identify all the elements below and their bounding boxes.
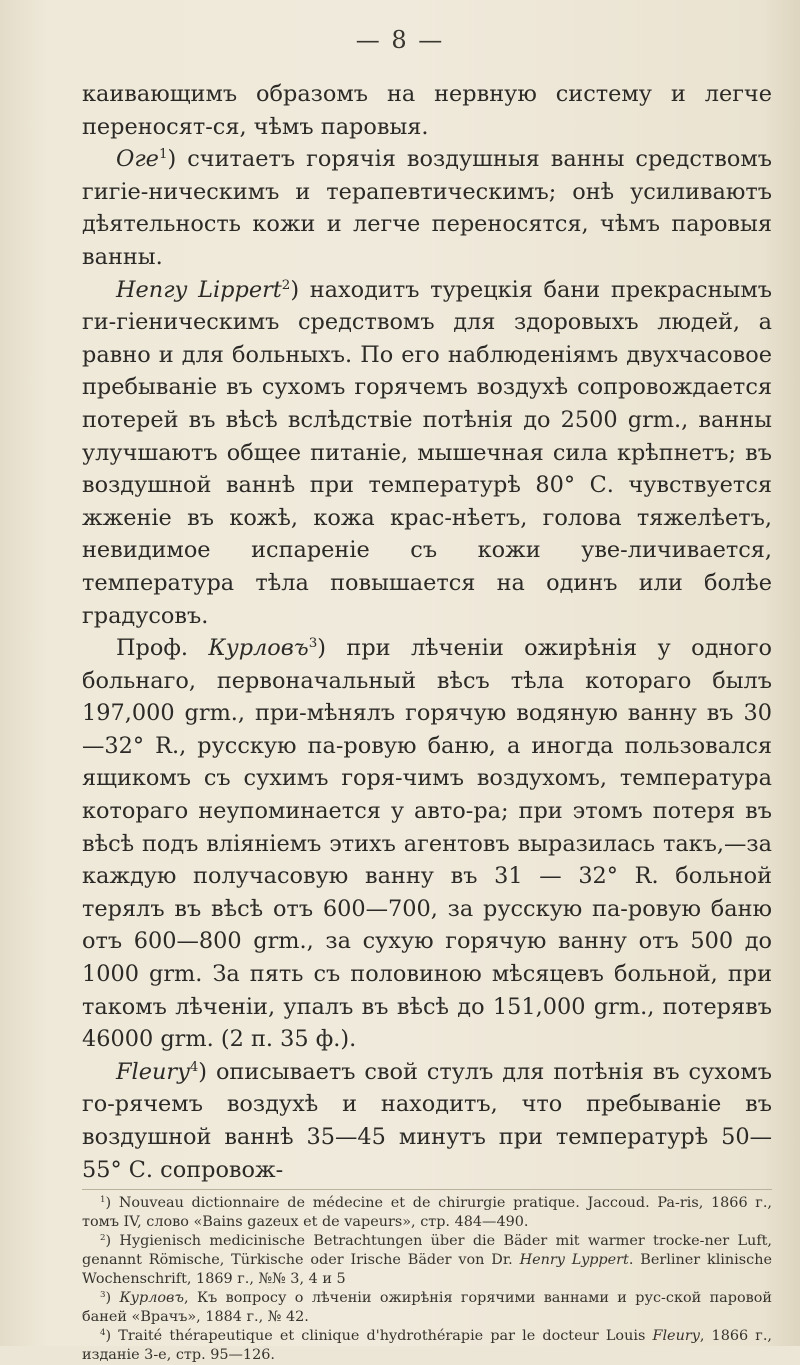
text-run: Проф. xyxy=(116,635,209,662)
page-number: — 8 — xyxy=(355,26,445,54)
text-run: каивающимъ образомъ на нервную систему и легче переносят-ся, чѣмъ паровыя. xyxy=(82,81,772,140)
footnote-marker: 4 xyxy=(189,1059,199,1075)
author-name: Оге xyxy=(116,146,159,173)
text-run: ) Traité thérapeutique et clinique d'hydrothérapie par le docteur Louis xyxy=(105,1328,653,1344)
paragraph xyxy=(82,1056,772,1186)
author-name: Курловъ xyxy=(119,1290,185,1306)
footnote-marker: 2 xyxy=(281,277,291,293)
footnote-marker: 3 xyxy=(308,636,318,652)
text-run: , Къ вопросу о лѣченіи ожирѣнія горячими ваннами и рус-ской паровой банeй «Врачъ», 1884 г., № 42. xyxy=(82,1290,772,1325)
footnote-marker: 3 xyxy=(100,1289,106,1300)
text-run: ) xyxy=(105,1290,120,1306)
footnote-marker: 1 xyxy=(100,1194,106,1205)
paragraph xyxy=(82,78,772,143)
text-run: . Berliner klinische Wochenschrift, 1869 г., №№ 3, 4 и 5 xyxy=(82,1252,772,1287)
footnote-marker: 2 xyxy=(100,1232,106,1243)
text-run: ) при лѣченіи ожирѣнія у одного больнаго, первоначальный вѣсъ тѣла котораго былъ 197,000 grm., при-мѣнялъ горячую водяную ванну въ 30—32° R., русскую па-ровую баню, а иногда пользовался ящикомъ съ сухимъ горя-чимъ воздухомъ, температура котораго неупоминается у авто-ра; при этомъ потеря въ вѣсѣ подъ вліяніемъ этихъ агентовъ выразилась такъ,—за каждую получасовую ванну въ 31 — 32° R. больной терялъ въ вѣсѣ отъ 600—700, за русскую па-ровую баню отъ 600—800 grm., за сухую горячую ванну отъ 500 до 1000 grm. За пять съ половиною мѣсяцевъ больной, при такомъ лѣченіи, упалъ въ вѣсѣ до 151,000 grm., потерявъ 46000 grm. (2 п. 35 ф.). xyxy=(82,635,772,1053)
footnote xyxy=(82,1194,772,1232)
footnote xyxy=(82,1327,772,1365)
author-name: Fleury xyxy=(652,1328,700,1344)
text-run: ) Nouveau dictionnaire de médecine et de chirurgie pratique. Jaccoud. Pa-ris, 1866 г., томъ IV, слово «Bains gazeux et de vapeurs», стр. 484—490. xyxy=(82,1195,772,1230)
main-text xyxy=(82,78,772,1186)
footnote-marker: 1 xyxy=(158,147,168,163)
author-name: Курловъ xyxy=(208,635,309,662)
footnote xyxy=(82,1232,772,1289)
text-run: ) описываетъ свой стулъ для потѣнія въ сухомъ го-рячемъ воздухѣ и находитъ, что пребываніе въ воздушной ваннѣ 35—45 минутъ при температурѣ 50—55° С. сопровож- xyxy=(82,1058,772,1183)
author-name: Непгу Lippert xyxy=(116,276,282,303)
author-name: Henry Lyppert xyxy=(519,1252,629,1268)
text-run: ) считаетъ горячія воздушныя ванны средствомъ гигіе-ническимъ и терапевтическимъ; онѣ усиливаютъ дѣятельность кожи и легче переносятся, чѣмъ паровыя ванны. xyxy=(82,146,772,270)
footnote-divider xyxy=(82,1189,772,1190)
text-run: ) Hygienisch medicinische Betrachtungen über die Bäder mit warmer trocke-ner Luft, genannt Römische, Türkische oder Irische Bäder von Dr. xyxy=(82,1233,772,1268)
footnote-marker: 4 xyxy=(100,1327,106,1338)
text-run: , 1866 г., изданіе 3-е, стр. 95—126. xyxy=(82,1328,772,1363)
paragraph xyxy=(82,274,772,633)
text-run: ) находитъ турецкія бани прекраснымъ ги-гіеническимъ средствомъ для здоровыхъ людей, а равно и для больныхъ. По его наблюденіямъ двухчасовое пребываніе въ сухомъ горячемъ воздухѣ сопровождается потерей въ вѣсѣ вслѣдствіе потѣнія до 2500 grm., ванны улучшаютъ общее питаніе, мышечная сила крѣпнетъ; въ воздушной ваннѣ при температурѣ 80° С. чувствуется жженіе въ кожѣ, кожа крас-нѣетъ, голова тяжелѣетъ, невидимое испареніе съ кожи уве-личивается, температура тѣла повышается на одинъ или болѣе градусовъ. xyxy=(82,276,772,629)
footnotes xyxy=(82,1194,772,1365)
paragraph xyxy=(82,143,772,273)
paragraph xyxy=(82,632,772,1056)
footnote xyxy=(82,1289,772,1327)
author-name: Fleury xyxy=(116,1058,190,1085)
